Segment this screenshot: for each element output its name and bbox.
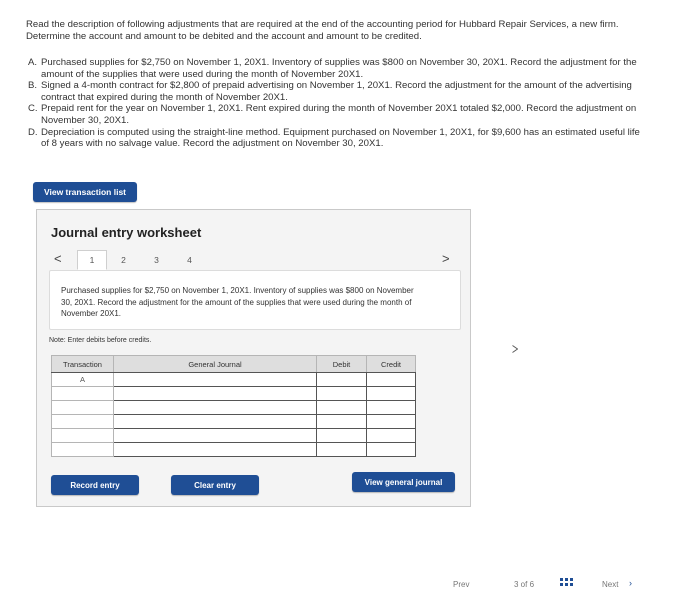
tab-1[interactable]: 1 — [77, 250, 107, 270]
view-transaction-list-button[interactable]: View transaction list — [33, 182, 137, 202]
debit-input[interactable] — [317, 429, 367, 443]
adjustment-letter: C. — [28, 103, 38, 115]
adjustment-text: Prepaid rent for the year on November 1, 20X1. Rent expired during the month of November 20X1 totaled $2,000. Record the adjustment on November 30, 20X1. — [41, 103, 637, 126]
adjustment-item-a — [28, 57, 648, 80]
credit-input[interactable] — [367, 387, 416, 401]
table-row — [52, 373, 416, 387]
grid-icon[interactable] — [560, 578, 574, 586]
adjustment-text: Signed a 4-month contract for $2,800 of prepaid advertising on November 1, 20X1. Record the adjustment for the amount of the advertising contract that expired during the month of November 20X1. — [41, 80, 632, 103]
view-general-journal-button[interactable]: View general journal — [352, 472, 455, 492]
transaction-cell — [52, 415, 114, 429]
adjustment-text: Purchased supplies for $2,750 on November 1, 20X1. Inventory of supplies was $800 on November 30, 20X1. Record the adjustment for the amount of the supplies that were used during the month of November 20X1. — [41, 57, 637, 80]
credit-input[interactable] — [367, 429, 416, 443]
next-question-link[interactable]: Next — [602, 580, 619, 589]
credit-input[interactable] — [367, 415, 416, 429]
table-row — [52, 429, 416, 443]
text-cursor-icon — [512, 345, 518, 353]
account-select[interactable] — [114, 443, 317, 457]
transaction-cell — [52, 401, 114, 415]
column-header-transaction: Transaction — [52, 356, 114, 373]
tab-3[interactable]: 3 — [154, 255, 159, 265]
debit-input[interactable] — [317, 387, 367, 401]
credit-input[interactable] — [367, 443, 416, 457]
transaction-cell: A — [52, 373, 114, 387]
debit-input[interactable] — [317, 373, 367, 387]
transaction-cell — [52, 443, 114, 457]
transaction-cell — [52, 387, 114, 401]
prev-question-link[interactable]: Prev — [453, 580, 470, 589]
debit-input[interactable] — [317, 415, 367, 429]
next-tab-chevron-icon[interactable]: > — [442, 251, 450, 266]
tab-panel — [49, 270, 461, 330]
credit-input[interactable] — [367, 373, 416, 387]
prev-tab-chevron-icon[interactable]: < — [54, 251, 62, 266]
column-header-debit: Debit — [317, 356, 367, 373]
column-header-credit: Credit — [367, 356, 416, 373]
bottom-navigation — [0, 576, 700, 590]
tab-4[interactable]: 4 — [187, 255, 192, 265]
account-select[interactable] — [114, 429, 317, 443]
worksheet-tabs — [77, 250, 206, 270]
adjustment-item-d — [28, 127, 648, 150]
transaction-cell — [52, 429, 114, 443]
clear-entry-button[interactable]: Clear entry — [171, 475, 259, 495]
adjustment-item-c — [28, 103, 648, 126]
adjustment-text: Depreciation is computed using the straight-line method. Equipment purchased on November 1, 20X1, for $9,600 has an estimated useful life of 8 years with no salvage value. Record the adjustment on November 30, 20X1. — [41, 126, 640, 150]
adjustment-letter: D. — [28, 126, 38, 138]
credit-input[interactable] — [367, 401, 416, 415]
transaction-description: Purchased supplies for $2,750 on November 1, 20X1. Inventory of supplies was $800 on November 30, 20X1. Record the adjustment for the amount of the supplies that were used during the month of November 20X1. — [61, 286, 414, 318]
entry-note: Note: Enter debits before credits. — [49, 337, 152, 344]
table-row — [52, 415, 416, 429]
table-row — [52, 401, 416, 415]
debit-input[interactable] — [317, 443, 367, 457]
tab-2[interactable]: 2 — [121, 255, 126, 265]
worksheet-title: Journal entry worksheet — [51, 225, 202, 240]
table-row — [52, 443, 416, 457]
adjustment-item-b — [28, 80, 648, 103]
record-entry-button[interactable]: Record entry — [51, 475, 139, 495]
account-select[interactable] — [114, 387, 317, 401]
journal-entry-worksheet — [36, 209, 471, 507]
account-select[interactable] — [114, 401, 317, 415]
adjustment-letter: A. — [28, 57, 38, 68]
next-arrow-icon[interactable]: › — [629, 578, 632, 588]
column-header-general-journal: General Journal — [114, 356, 317, 373]
table-row — [52, 387, 416, 401]
adjustments-list — [28, 57, 648, 150]
account-select[interactable] — [114, 373, 317, 387]
adjustment-letter: B. — [28, 80, 38, 92]
account-select[interactable] — [114, 415, 317, 429]
debit-input[interactable] — [317, 401, 367, 415]
instructions-text: Read the description of following adjustments that are required at the end of the accounting period for Hubbard Repair Services, a new firm. Determine the account and amount to be debited and the account and amount to be credited. — [26, 19, 619, 42]
journal-table — [51, 355, 416, 457]
page-indicator: 3 of 6 — [514, 580, 535, 589]
